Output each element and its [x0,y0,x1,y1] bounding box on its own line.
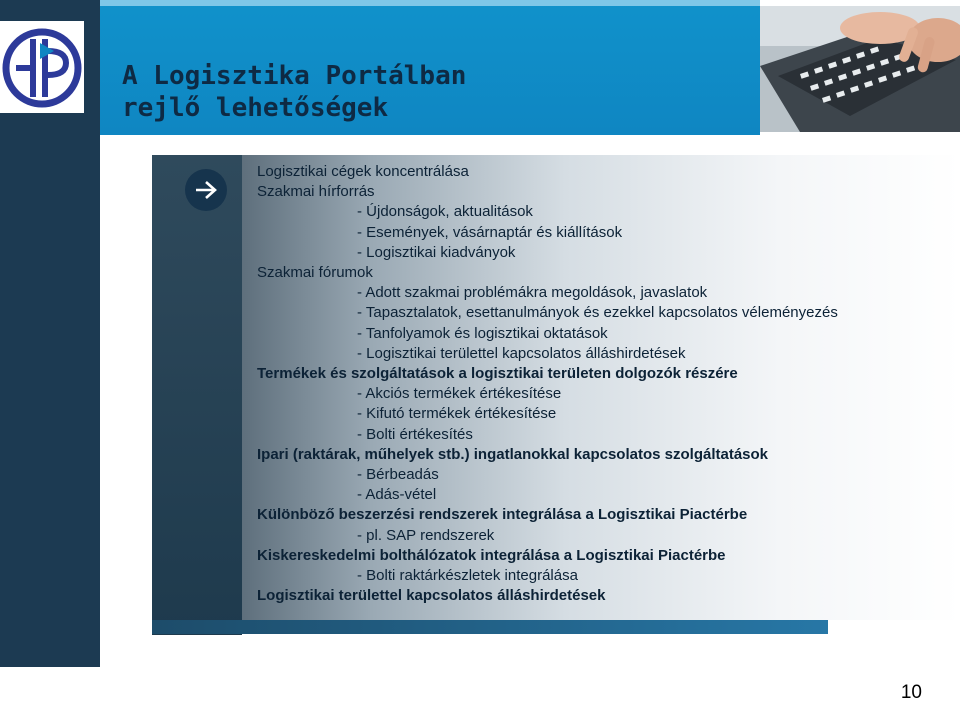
content-heading: Ipari (raktárak, műhelyek stb.) ingatlanokkal kapcsolatos szolgáltatások [257,445,769,463]
keyboard-photo [760,6,960,132]
content-list [257,162,838,606]
arrow-right-icon [193,179,219,201]
content-heading: Szakmai fórumok [257,264,373,282]
content-heading: Logisztikai cégek koncentrálása [257,163,469,180]
content-heading: Különböző beszerzési rendszerek integrálása a Logisztikai Piactérbe [257,506,748,524]
content-subitem: - Akciós termékek értékesítése [357,385,562,403]
content-subitem: - pl. SAP rendszerek [357,526,495,544]
header-accent-line [100,0,760,6]
keyboard-hands-image [760,6,960,132]
content-subitem: - Adott szakmai problémákra megoldások, javaslatok [357,284,708,302]
content-subitem: - Bolti raktárkészletek integrálása [357,567,578,585]
lp-logo-icon [0,21,84,113]
arrow-bullet [185,169,227,211]
content-subitem: - Bolti értékesítés [357,425,473,443]
content-heading: Szakmai hírforrás [257,183,375,201]
page-number: 10 [900,682,922,703]
content-subitem: - Logisztikai területtel kapcsolatos álláshirdetések [357,344,686,362]
slide-title [122,60,466,124]
content-subitem: - Bérbeadás [357,466,439,484]
content-heading: Termékek és szolgáltatások a logisztikai területen dolgozók részére [257,365,738,383]
content-subitem: - Események, vásárnaptár és kiállítások [357,223,623,241]
content-subitem: - Adás-vétel [357,486,437,504]
content-heading: Kiskereskedelmi bolthálózatok integrálása a Logisztikai Piactérbe [257,546,726,564]
content-heading: Logisztikai területtel kapcsolatos álláshirdetések [257,587,606,605]
content-panel-bottom-strip [152,620,828,634]
content-subitem: - Tapasztalatok, esettanulmányok és ezekkel kapcsolatos véleményezés [357,304,838,322]
slide-title-line-1: A Logisztika Portálban [122,61,467,91]
content-subitem: - Logisztikai kiadványok [357,243,516,261]
content-subitem: - Újdonságok, aktualitások [357,203,533,221]
content-subitem: - Tanfolyamok és logisztikai oktatások [357,324,608,342]
content-subitem: - Kifutó termékek értékesítése [357,405,557,423]
content-panel-side [152,155,242,635]
logo [0,21,84,113]
slide-title-line-2: rejlő lehetőségek [122,93,389,123]
